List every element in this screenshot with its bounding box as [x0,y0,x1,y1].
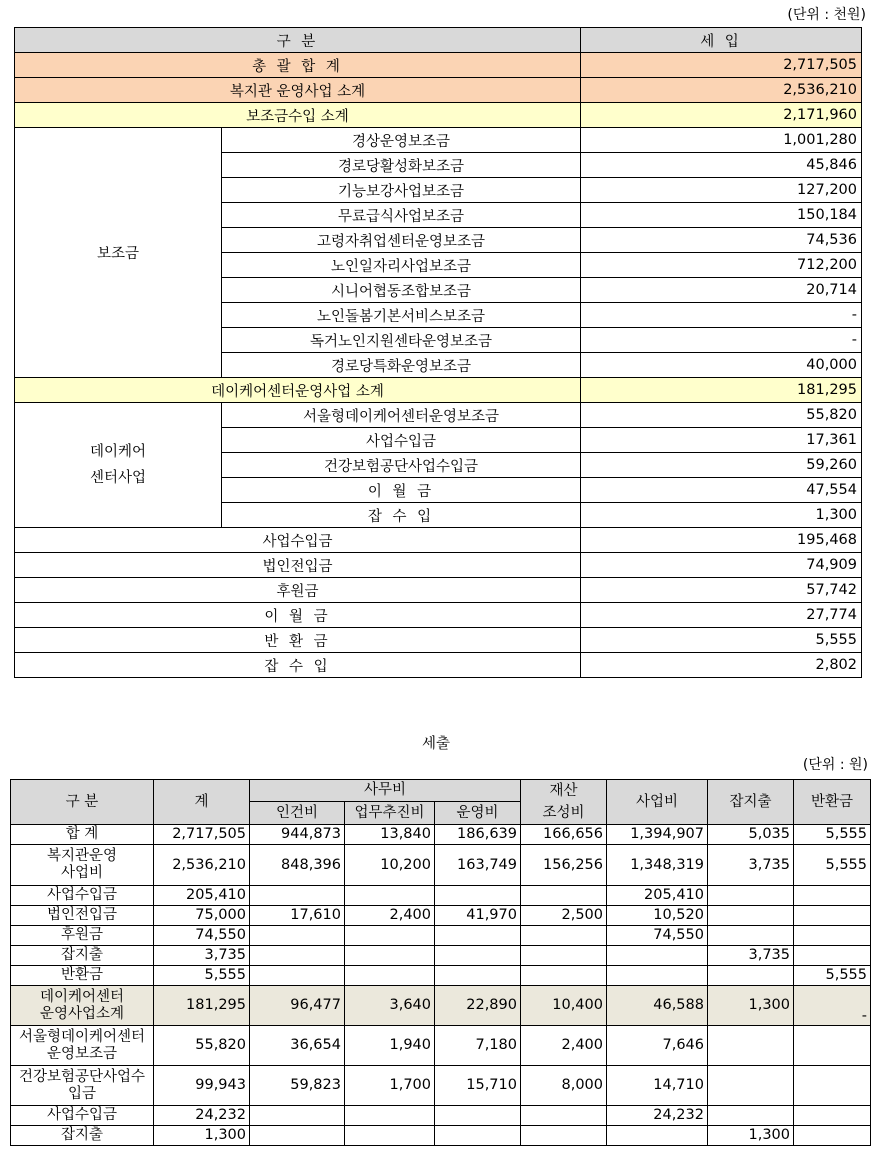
expense-operation-value: 41,970 [435,906,521,926]
income-table [14,27,862,678]
header-business: 사업비 [607,780,708,825]
subsidy-item-label: 노인일자리사업보조금 [222,253,581,278]
welfare-subtotal-row [15,78,862,103]
expense-total-value: 3,735 [154,946,250,966]
expense-row-label [11,1126,154,1146]
expense-row-label [11,1106,154,1126]
expense-row-label [11,886,154,906]
expense-misc-value [708,886,794,906]
header-asset-line1: 재산 [549,783,578,799]
subsidy-item-label: 시니어협동조합보조금 [222,278,581,303]
expense-row-label [11,845,154,886]
expense-row-label [11,825,154,845]
other-income-row-label: 반 환 금 [15,628,581,653]
expense-caption: 세출 [422,736,451,752]
expense-total-value: 74,550 [154,926,250,946]
header-asset [521,780,607,825]
expense-row [11,1126,871,1146]
expense-asset-value [521,1106,607,1126]
expense-promotion-value: 10,200 [345,845,435,886]
expense-total-value: 205,410 [154,886,250,906]
header-misc: 잡지출 [708,780,794,825]
daycare-item-label: 건강보험공단사업수입금 [222,453,581,478]
income-unit-label: (단위 : 천원) [787,7,866,23]
expense-row-label [11,926,154,946]
expense-misc-value: 5,035 [708,825,794,845]
income-header-row [15,28,862,53]
expense-refund-value [794,1126,871,1146]
expense-operation-value: 186,639 [435,825,521,845]
expense-total-value: 2,717,505 [154,825,250,845]
expense-misc-value: 1,300 [708,986,794,1026]
expense-operation-value: 163,749 [435,845,521,886]
expense-personnel-value: 96,477 [250,986,345,1026]
other-income-row-label: 이 월 금 [15,603,581,628]
subsidy-item-label: 무료급식사업보조금 [222,203,581,228]
expense-personnel-value [250,1126,345,1146]
row-label-line1: 법인전입금 [46,907,118,923]
expense-row [11,886,871,906]
other-income-row-label: 법인전입금 [15,553,581,578]
expense-misc-value [708,906,794,926]
expense-misc-value: 3,735 [708,845,794,886]
subsidy-item-value: 40,000 [581,353,862,378]
row-label-line1: 데이케어센터 [39,988,125,1005]
expense-total-value: 181,295 [154,986,250,1026]
daycare-item-label: 이 월 금 [222,478,581,503]
expense-total-value: 99,943 [154,1066,250,1106]
subsidy-item-value: 1,001,280 [581,128,862,153]
subsidy-item-value: 45,846 [581,153,862,178]
expense-personnel-value [250,926,345,946]
other-income-row-value: 57,742 [581,578,862,603]
expense-business-value: 14,710 [607,1066,708,1106]
expense-row-label [11,946,154,966]
expense-business-value: 205,410 [607,886,708,906]
expense-asset-value: 166,656 [521,825,607,845]
expense-asset-value [521,966,607,986]
expense-promotion-value [345,966,435,986]
expense-promotion-value: 13,840 [345,825,435,845]
row-label-line1: 건강보험공단사업수 [18,1068,146,1085]
expense-personnel-value: 17,610 [250,906,345,926]
row-label-line2: 운영사업소계 [39,1005,125,1022]
row-label-line1: 잡지출 [60,947,104,963]
expense-operation-value [435,926,521,946]
subsidy-item-value: - [581,328,862,353]
expense-misc-value: 1,300 [708,1126,794,1146]
expense-total-value: 2,536,210 [154,845,250,886]
daycare-item-value: 59,260 [581,453,862,478]
expense-asset-value [521,946,607,966]
expense-operation-value: 22,890 [435,986,521,1026]
subsidy-item-label: 경로당활성화보조금 [222,153,581,178]
other-income-row-value: 74,909 [581,553,862,578]
expense-asset-value [521,926,607,946]
expense-refund-value [794,1106,871,1126]
daycare-item-label: 사업수입금 [222,428,581,453]
row-label-line1: 잡지출 [60,1127,104,1143]
expense-row [11,825,871,845]
expense-promotion-value: 3,640 [345,986,435,1026]
expense-misc-value [708,926,794,946]
subsidy-item-row [15,128,862,153]
daycare-group-line2: 센터사업 [89,470,147,486]
total-row-label: 총 괄 합 계 [15,53,581,78]
expense-refund-value [794,906,871,926]
expense-promotion-value [345,926,435,946]
expense-row [11,906,871,926]
subsidy-item-label: 고령자취업센터운영보조금 [222,228,581,253]
other-income-row-label: 후원금 [15,578,581,603]
total-row [15,53,862,78]
expense-business-value: 1,348,319 [607,845,708,886]
other-income-row [15,578,862,603]
expense-operation-value [435,966,521,986]
expense-personnel-value: 848,396 [250,845,345,886]
subsidy-subtotal-row [15,103,862,128]
subsidy-item-value: 20,714 [581,278,862,303]
total-row-value: 2,717,505 [581,53,862,78]
expense-promotion-value: 2,400 [345,906,435,926]
expense-total-value: 55,820 [154,1026,250,1066]
expense-personnel-value [250,1106,345,1126]
row-label-line2: 입금 [67,1085,96,1102]
expense-refund-value: - [794,986,871,1026]
other-income-row-label: 사업수입금 [15,528,581,553]
expense-row [11,926,871,946]
subsidy-subtotal-row-value: 2,171,960 [581,103,862,128]
subsidy-item-label: 경상운영보조금 [222,128,581,153]
expense-asset-value: 2,500 [521,906,607,926]
daycare-group-line1: 데이케어 [89,444,147,460]
expense-asset-value: 8,000 [521,1066,607,1106]
subsidy-item-value: 127,200 [581,178,862,203]
other-income-row [15,653,862,678]
expense-row [11,1026,871,1066]
expense-refund-value [794,926,871,946]
daycare-item-value: 47,554 [581,478,862,503]
expense-personnel-value: 36,654 [250,1026,345,1066]
expense-refund-value [794,1066,871,1106]
expense-total-value: 75,000 [154,906,250,926]
expense-misc-value: 3,735 [708,946,794,966]
daycare-subtotal-row-label: 데이케어센터운영사업 소계 [15,378,581,403]
header-refund: 반환금 [794,780,871,825]
daycare-item-value: 1,300 [581,503,862,528]
expense-business-value: 10,520 [607,906,708,926]
expense-refund-value: 5,555 [794,845,871,886]
expense-asset-value [521,886,607,906]
daycare-item-label: 서울형데이케어센터운영보조금 [222,403,581,428]
row-label-line1: 복지관운영 [46,848,118,864]
other-income-row-label: 잡 수 입 [15,653,581,678]
daycare-item-label: 잡 수 입 [222,503,581,528]
subsidy-item-label: 독거노인지원센타운영보조금 [222,328,581,353]
expense-asset-value: 10,400 [521,986,607,1026]
expense-row [11,946,871,966]
subsidy-item-value: - [581,303,862,328]
expense-promotion-value: 1,940 [345,1026,435,1066]
subsidy-item-value: 150,184 [581,203,862,228]
expense-misc-value [708,1066,794,1106]
expense-row [11,1106,871,1126]
expense-promotion-value: 1,700 [345,1066,435,1106]
row-label-line1: 사업수입금 [46,1107,118,1123]
other-income-row [15,528,862,553]
header-income: 세 입 [581,28,862,53]
expense-personnel-value: 944,873 [250,825,345,845]
expense-refund-value: 5,555 [794,825,871,845]
daycare-item-value: 17,361 [581,428,862,453]
header-asset-line2: 조성비 [542,805,585,821]
expense-row [11,845,871,886]
subsidy-item-label: 경로당특화운영보조금 [222,353,581,378]
other-income-row-value: 2,802 [581,653,862,678]
expense-total-value: 1,300 [154,1126,250,1146]
expense-row-label [11,1026,154,1066]
expense-row-label [11,906,154,926]
expense-promotion-value [345,886,435,906]
header-office: 사무비 [250,780,521,802]
other-income-row-value: 27,774 [581,603,862,628]
expense-operation-value [435,1126,521,1146]
expense-unit-label: (단위 : 원) [802,757,868,773]
row-label-line1: 서울형데이케어센터 [18,1028,146,1045]
expense-row [11,986,871,1026]
subsidy-group-label: 보조금 [15,128,222,378]
other-income-row [15,553,862,578]
expense-personnel-value [250,886,345,906]
expense-operation-value [435,1106,521,1126]
expense-promotion-value [345,1126,435,1146]
expense-refund-value [794,946,871,966]
other-income-row [15,603,862,628]
subsidy-item-value: 712,200 [581,253,862,278]
row-label-line2: 사업비 [60,865,104,881]
expense-refund-value [794,886,871,906]
daycare-subtotal-row-value: 181,295 [581,378,862,403]
expense-business-value: 1,394,907 [607,825,708,845]
expense-total-value: 5,555 [154,966,250,986]
welfare-subtotal-row-label: 복지관 운영사업 소계 [15,78,581,103]
row-label-line1: 사업수입금 [46,887,118,903]
subsidy-item-label: 노인돌봄기본서비스보조금 [222,303,581,328]
expense-row-label [11,966,154,986]
expense-business-value [607,1126,708,1146]
header-operation: 운영비 [435,802,521,825]
expense-business-value [607,946,708,966]
expense-operation-value [435,886,521,906]
expense-refund-value [794,1026,871,1066]
expense-table [10,779,871,1146]
expense-misc-value [708,966,794,986]
expense-asset-value: 156,256 [521,845,607,886]
subsidy-item-value: 74,536 [581,228,862,253]
header-gubun: 구 분 [15,28,581,53]
header-promotion: 업무추진비 [345,802,435,825]
expense-total-value: 24,232 [154,1106,250,1126]
expense-personnel-value: 59,823 [250,1066,345,1106]
row-label-line1: 합 계 [65,826,99,842]
expense-personnel-value [250,946,345,966]
expense-operation-value: 15,710 [435,1066,521,1106]
expense-business-value: 7,646 [607,1026,708,1066]
expense-operation-value [435,946,521,966]
daycare-group-label [15,403,222,528]
expense-promotion-value [345,946,435,966]
expense-row [11,966,871,986]
expense-personnel-value [250,966,345,986]
daycare-subtotal-row [15,378,862,403]
expense-misc-value [708,1026,794,1066]
expense-business-value: 46,588 [607,986,708,1026]
row-label-line1: 후원금 [60,927,104,943]
expense-asset-value: 2,400 [521,1026,607,1066]
welfare-subtotal-row-value: 2,536,210 [581,78,862,103]
expense-row-label [11,1066,154,1106]
subsidy-item-label: 기능보강사업보조금 [222,178,581,203]
row-label-line1: 반환금 [60,967,104,983]
expense-business-value: 24,232 [607,1106,708,1126]
header-personnel: 인건비 [250,802,345,825]
expense-row [11,1066,871,1106]
other-income-row [15,628,862,653]
header-gubun: 구 분 [11,780,154,825]
expense-misc-value [708,1106,794,1126]
expense-header-row [11,780,871,802]
header-total: 계 [154,780,250,825]
other-income-row-value: 195,468 [581,528,862,553]
expense-row-label [11,986,154,1026]
subsidy-subtotal-row-label: 보조금수입 소계 [15,103,581,128]
row-label-line2: 운영보조금 [46,1045,118,1062]
daycare-item-value: 55,820 [581,403,862,428]
expense-business-value [607,966,708,986]
expense-refund-value: 5,555 [794,966,871,986]
expense-operation-value: 7,180 [435,1026,521,1066]
other-income-row-value: 5,555 [581,628,862,653]
expense-asset-value [521,1126,607,1146]
daycare-item-row [15,403,862,428]
expense-promotion-value [345,1106,435,1126]
expense-business-value: 74,550 [607,926,708,946]
